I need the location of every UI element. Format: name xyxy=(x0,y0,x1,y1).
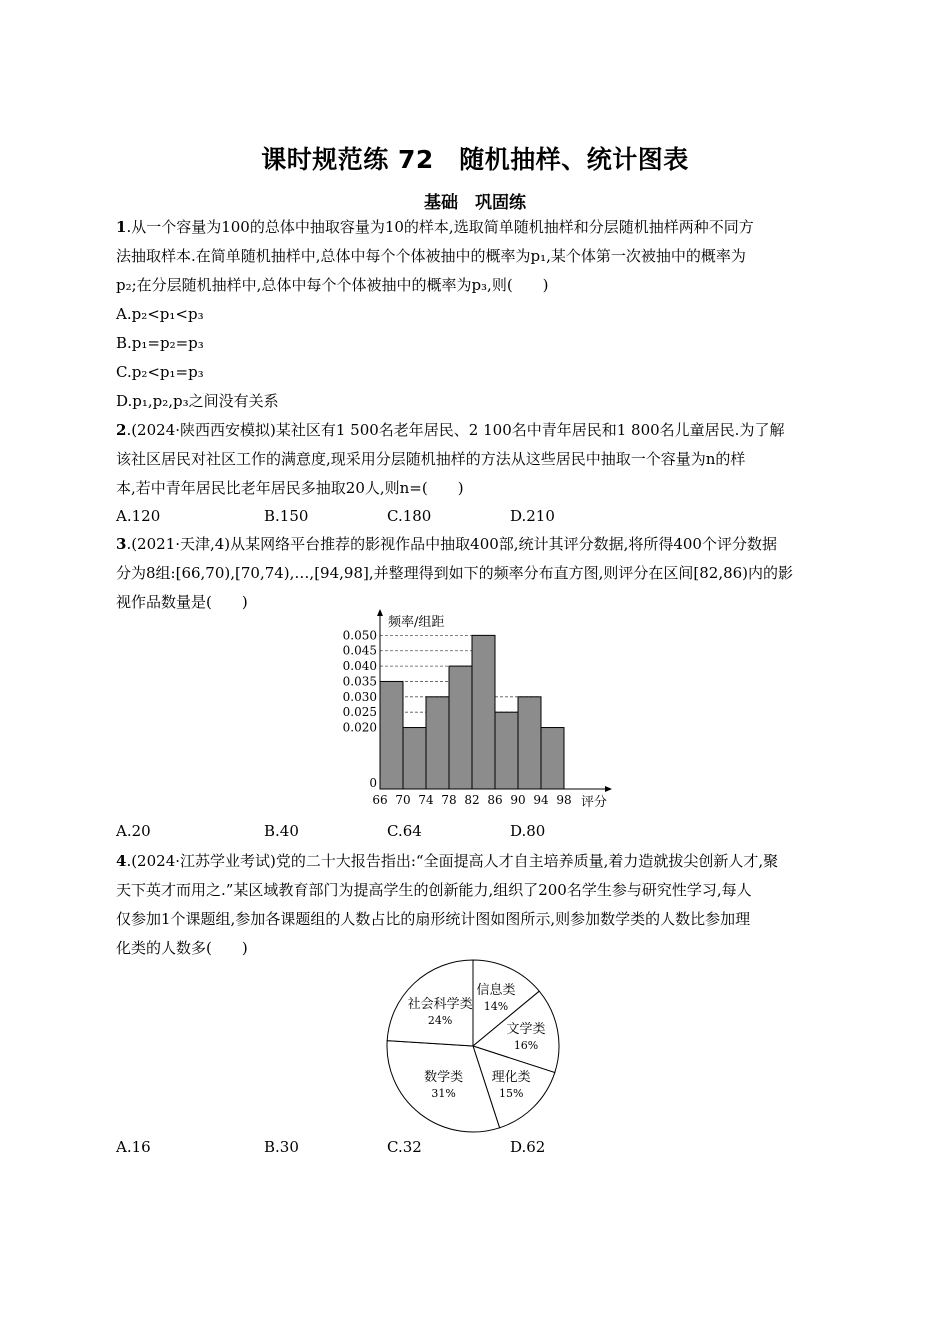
y-tick-label: 0.020 xyxy=(342,720,377,735)
q1-option-a: A.p₂<p₁<p₃ xyxy=(116,305,204,323)
x-tick-label: 66 xyxy=(372,793,388,807)
q3-option-b: B.40 xyxy=(264,822,299,840)
y-tick-label: 0.025 xyxy=(342,705,377,720)
q2-number: 2 xyxy=(116,421,127,439)
pie-slice-percent: 16% xyxy=(513,1038,539,1052)
q1-option-b: B.p₁=p₂=p₃ xyxy=(116,334,204,352)
y-tick-label: 0.040 xyxy=(342,659,377,674)
y-tick-label: 0.050 xyxy=(342,628,377,643)
q3-number: 3 xyxy=(116,535,127,553)
q4-number: 4 xyxy=(116,852,127,870)
q2-option-d: D.210 xyxy=(510,507,555,525)
q3-line-2: 分为8组:[66,70),[70,74),…,[94,98],并整理得到如下的频率分布直方图,则评分在区间[82,86)内的影 xyxy=(116,564,794,582)
histogram-bar xyxy=(472,635,495,789)
pie-chart xyxy=(385,958,561,1134)
y-tick-label: 0.030 xyxy=(342,689,377,704)
q4-option-c: C.32 xyxy=(387,1138,422,1156)
histogram-bar xyxy=(495,712,518,789)
pie-slice-label: 社会科学类 xyxy=(407,997,473,1013)
pie-slice-percent: 14% xyxy=(483,1000,509,1014)
q1-line-1: 1.从一个容量为100的总体中抽取容量为10的样本,选取简单随机抽样和分层随机抽样两种不同方 xyxy=(116,218,754,236)
pie-slice-percent: 15% xyxy=(498,1087,524,1101)
histogram-bar xyxy=(380,681,403,789)
q2-option-c: C.180 xyxy=(387,507,432,525)
frequency-histogram xyxy=(330,608,620,814)
q4-line-3: 仅参加1个课题组,参加各课题组的人数占比的扇形统计图如图所示,则参加数学类的人数比参加理 xyxy=(116,910,751,928)
q4-line-1: 4.(2024·江苏学业考试)党的二十大报告指出:“全面提高人才自主培养质量,着力造就拔尖创新人才,聚 xyxy=(116,852,779,870)
x-axis-label: 评分 xyxy=(580,795,608,810)
x-tick-label: 70 xyxy=(395,793,411,807)
q3-line-3: 视作品数量是( ) xyxy=(116,593,248,611)
q2-line-3: 本,若中青年居民比老年居民多抽取20人,则n=( ) xyxy=(116,479,464,497)
histogram-bar xyxy=(518,697,541,789)
histogram-bar xyxy=(449,666,472,789)
q4-option-b: B.30 xyxy=(264,1138,299,1156)
q3-option-a: A.20 xyxy=(116,822,151,840)
q4-option-d: D.62 xyxy=(510,1138,546,1156)
x-tick-label: 98 xyxy=(556,793,572,807)
q1-line-2: 法抽取样本.在简单随机抽样中,总体中每个个体被抽中的概率为p₁,某个体第一次被抽中的概率为 xyxy=(116,247,746,265)
q4-line-2: 天下英才而用之.”某区域教育部门为提高学生的创新能力,组织了200名学生参与研究性学习,每人 xyxy=(116,881,752,899)
origin-label: 0 xyxy=(369,776,377,790)
pie-slice-label: 文学类 xyxy=(506,1021,546,1037)
page-title: 课时规范练 72 随机抽样、统计图表 xyxy=(261,145,689,174)
y-tick-label: 0.045 xyxy=(342,643,377,658)
q3-option-d: D.80 xyxy=(510,822,546,840)
histogram-bar xyxy=(426,697,449,789)
x-tick-label: 82 xyxy=(464,793,480,807)
q4-line-4: 化类的人数多( ) xyxy=(116,939,248,957)
x-tick-label: 90 xyxy=(510,793,526,807)
y-axis-arrow xyxy=(377,609,383,616)
x-tick-label: 86 xyxy=(487,793,503,807)
y-axis-label: 频率/组距 xyxy=(388,615,445,630)
q4-option-a: A.16 xyxy=(116,1138,151,1156)
pie-slice-label: 理化类 xyxy=(491,1070,531,1086)
q2-line-1: 2.(2024·陕西西安模拟)某社区有1 500名老年居民、2 100名中青年居民和1 800名儿童居民.为了解 xyxy=(116,421,785,439)
histogram-bar xyxy=(403,728,426,789)
pie-slice-label: 数学类 xyxy=(424,1069,464,1085)
pie-slice-label: 信息类 xyxy=(476,983,516,999)
x-tick-label: 74 xyxy=(418,793,434,807)
x-axis-arrow xyxy=(605,786,612,792)
q2-line-2: 该社区居民对社区工作的满意度,现采用分层随机抽样的方法从这些居民中抽取一个容量为n的样 xyxy=(116,450,746,468)
q1-option-d: D.p₁,p₂,p₃之间没有关系 xyxy=(116,392,279,410)
pie-slice-percent: 24% xyxy=(427,1014,453,1028)
q2-option-a: A.120 xyxy=(116,507,161,525)
q2-option-b: B.150 xyxy=(264,507,309,525)
x-tick-label: 94 xyxy=(533,793,549,807)
y-tick-label: 0.035 xyxy=(342,674,377,689)
q3-line-1: 3.(2021·天津,4)从某网络平台推荐的影视作品中抽取400部,统计其评分数据,将所得400个评分数据 xyxy=(116,535,777,553)
q1-line-3: p₂;在分层随机抽样中,总体中每个个体被抽中的概率为p₃,则( ) xyxy=(116,276,549,294)
histogram-bar xyxy=(541,728,564,789)
x-tick-label: 78 xyxy=(441,793,457,807)
q1-option-c: C.p₂<p₁=p₃ xyxy=(116,363,204,381)
q3-option-c: C.64 xyxy=(387,822,422,840)
q1-number: 1 xyxy=(116,218,127,236)
section-title: 基础 巩固练 xyxy=(424,193,526,213)
pie-slice-percent: 31% xyxy=(431,1086,456,1100)
